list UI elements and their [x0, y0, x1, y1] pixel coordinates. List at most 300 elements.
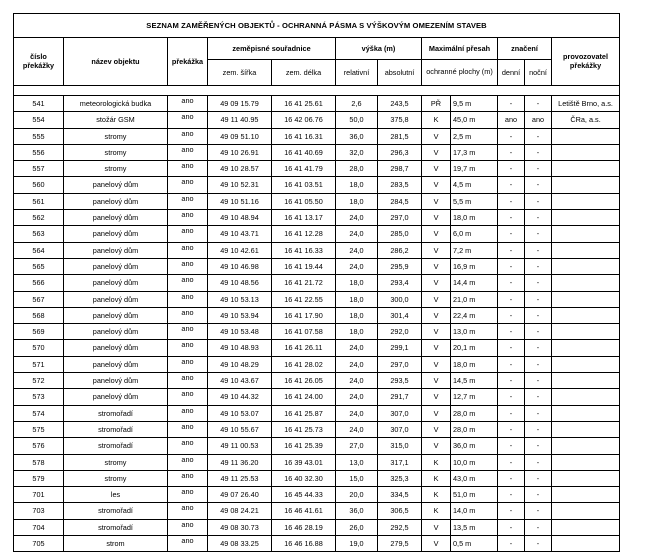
- header-cislo: číslo překážky: [14, 38, 64, 86]
- table-row: [14, 275, 620, 291]
- cell-obstacle: ano: [168, 242, 208, 258]
- cell-relative-height: 24,0: [336, 373, 378, 389]
- cell-night-marking: -: [525, 389, 552, 405]
- cell-name: stromořadí: [64, 519, 168, 535]
- cell-night-marking: -: [525, 324, 552, 340]
- cell-longitude: 16 41 26.11: [272, 340, 336, 356]
- cell-name: stromy: [64, 454, 168, 470]
- cell-absolute-height: 292,0: [378, 324, 422, 340]
- cell-latitude: 49 10 55.67: [208, 421, 272, 437]
- header-souradnice: zeměpisné souřadnice: [208, 38, 336, 60]
- cell-overhang: 10,0 m: [451, 454, 498, 470]
- cell-absolute-height: 306,5: [378, 503, 422, 519]
- cell-night-marking: -: [525, 177, 552, 193]
- cell-latitude: 49 08 33.25: [208, 536, 272, 552]
- cell-overhang: 12,7 m: [451, 389, 498, 405]
- cell-id: 557: [14, 161, 64, 177]
- cell-plane: V: [422, 258, 451, 274]
- cell-name: stromořadí: [64, 421, 168, 437]
- cell-day-marking: -: [498, 161, 525, 177]
- cell-night-marking: -: [525, 487, 552, 503]
- cell-id: 705: [14, 536, 64, 552]
- cell-night-marking: -: [525, 421, 552, 437]
- cell-day-marking: -: [498, 470, 525, 486]
- table-row: [14, 470, 620, 486]
- cell-id: 574: [14, 405, 64, 421]
- cell-relative-height: 24,0: [336, 226, 378, 242]
- cell-plane: V: [422, 144, 451, 160]
- cell-day-marking: -: [498, 242, 525, 258]
- table-row: [14, 340, 620, 356]
- cell-night-marking: -: [525, 128, 552, 144]
- cell-plane: V: [422, 519, 451, 535]
- cell-plane: V: [422, 307, 451, 323]
- cell-operator: [552, 373, 620, 389]
- cell-relative-height: 24,0: [336, 340, 378, 356]
- table-row: [14, 112, 620, 128]
- cell-name: stromořadí: [64, 438, 168, 454]
- cell-plane: V: [422, 193, 451, 209]
- cell-latitude: 49 10 52.31: [208, 177, 272, 193]
- cell-operator: [552, 226, 620, 242]
- cell-longitude: 16 41 16.31: [272, 128, 336, 144]
- cell-plane: K: [422, 112, 451, 128]
- cell-longitude: 16 41 25.61: [272, 96, 336, 112]
- cell-day-marking: -: [498, 454, 525, 470]
- cell-day-marking: -: [498, 177, 525, 193]
- cell-longitude: 16 41 24.00: [272, 389, 336, 405]
- cell-longitude: 16 41 25.73: [272, 421, 336, 437]
- cell-obstacle: ano: [168, 536, 208, 552]
- cell-plane: V: [422, 340, 451, 356]
- cell-relative-height: 24,0: [336, 258, 378, 274]
- cell-plane: V: [422, 242, 451, 258]
- cell-relative-height: 24,0: [336, 242, 378, 258]
- cell-obstacle: ano: [168, 258, 208, 274]
- table-row: [14, 226, 620, 242]
- cell-absolute-height: 300,0: [378, 291, 422, 307]
- cell-id: 554: [14, 112, 64, 128]
- cell-latitude: 49 10 53.13: [208, 291, 272, 307]
- obstacle-table-container: [13, 13, 619, 552]
- cell-night-marking: -: [525, 258, 552, 274]
- cell-name: panelový dům: [64, 324, 168, 340]
- header-znaceni: značení: [498, 38, 552, 60]
- cell-relative-height: 18,0: [336, 193, 378, 209]
- cell-absolute-height: 292,5: [378, 519, 422, 535]
- cell-plane: V: [422, 373, 451, 389]
- cell-absolute-height: 295,9: [378, 258, 422, 274]
- cell-obstacle: ano: [168, 144, 208, 160]
- cell-plane: PŘ: [422, 96, 451, 112]
- cell-overhang: 14,0 m: [451, 503, 498, 519]
- cell-latitude: 49 10 53.07: [208, 405, 272, 421]
- cell-day-marking: -: [498, 503, 525, 519]
- table-row: [14, 503, 620, 519]
- cell-overhang: 6,0 m: [451, 226, 498, 242]
- cell-operator: [552, 487, 620, 503]
- cell-relative-height: 32,0: [336, 144, 378, 160]
- cell-operator: [552, 470, 620, 486]
- cell-overhang: 14,4 m: [451, 275, 498, 291]
- cell-day-marking: -: [498, 356, 525, 372]
- cell-id: 541: [14, 96, 64, 112]
- cell-relative-height: 24,0: [336, 421, 378, 437]
- header-nocni: noční: [525, 60, 552, 86]
- table-row: [14, 438, 620, 454]
- cell-absolute-height: 307,0: [378, 421, 422, 437]
- cell-longitude: 16 41 05.50: [272, 193, 336, 209]
- cell-operator: [552, 275, 620, 291]
- cell-overhang: 17,3 m: [451, 144, 498, 160]
- cell-name: panelový dům: [64, 258, 168, 274]
- cell-latitude: 49 10 48.29: [208, 356, 272, 372]
- cell-absolute-height: 285,0: [378, 226, 422, 242]
- cell-overhang: 0,5 m: [451, 536, 498, 552]
- cell-longitude: 16 46 41.61: [272, 503, 336, 519]
- header-spacer: [14, 86, 620, 96]
- cell-id: 566: [14, 275, 64, 291]
- cell-name: meteorologická budka: [64, 96, 168, 112]
- cell-id: 579: [14, 470, 64, 486]
- table-row: [14, 536, 620, 552]
- cell-longitude: 16 41 22.55: [272, 291, 336, 307]
- cell-latitude: 49 09 51.10: [208, 128, 272, 144]
- cell-overhang: 5,5 m: [451, 193, 498, 209]
- table-row: [14, 519, 620, 535]
- cell-absolute-height: 325,3: [378, 470, 422, 486]
- cell-longitude: 16 41 28.02: [272, 356, 336, 372]
- cell-latitude: 49 11 36.20: [208, 454, 272, 470]
- cell-latitude: 49 10 48.56: [208, 275, 272, 291]
- cell-night-marking: -: [525, 291, 552, 307]
- header-presah: Maximální přesah: [422, 38, 498, 60]
- cell-latitude: 49 09 15.79: [208, 96, 272, 112]
- table-row: [14, 128, 620, 144]
- cell-obstacle: ano: [168, 373, 208, 389]
- cell-obstacle: ano: [168, 503, 208, 519]
- cell-obstacle: ano: [168, 226, 208, 242]
- cell-name: panelový dům: [64, 356, 168, 372]
- cell-obstacle: ano: [168, 275, 208, 291]
- cell-obstacle: ano: [168, 324, 208, 340]
- cell-day-marking: -: [498, 389, 525, 405]
- cell-relative-height: 18,0: [336, 324, 378, 340]
- cell-plane: V: [422, 421, 451, 437]
- cell-overhang: 16,9 m: [451, 258, 498, 274]
- cell-longitude: 16 41 21.72: [272, 275, 336, 291]
- cell-plane: V: [422, 536, 451, 552]
- cell-night-marking: -: [525, 242, 552, 258]
- cell-absolute-height: 281,5: [378, 128, 422, 144]
- cell-operator: [552, 324, 620, 340]
- cell-absolute-height: 286,2: [378, 242, 422, 258]
- cell-plane: V: [422, 438, 451, 454]
- table-row: [14, 405, 620, 421]
- cell-id: 556: [14, 144, 64, 160]
- cell-latitude: 49 11 00.53: [208, 438, 272, 454]
- cell-day-marking: -: [498, 373, 525, 389]
- cell-day-marking: -: [498, 340, 525, 356]
- cell-overhang: 43,0 m: [451, 470, 498, 486]
- cell-latitude: 49 10 44.32: [208, 389, 272, 405]
- table-row: [14, 373, 620, 389]
- cell-name: panelový dům: [64, 226, 168, 242]
- cell-name: panelový dům: [64, 389, 168, 405]
- header-denni: denní: [498, 60, 525, 86]
- cell-day-marking: -: [498, 96, 525, 112]
- table-row: [14, 421, 620, 437]
- header-absolutni: absolutní: [378, 60, 422, 86]
- cell-longitude: 16 41 41.79: [272, 161, 336, 177]
- header-sirka: zem. šířka: [208, 60, 272, 86]
- table-row: [14, 258, 620, 274]
- cell-name: panelový dům: [64, 340, 168, 356]
- cell-night-marking: -: [525, 356, 552, 372]
- cell-operator: [552, 405, 620, 421]
- cell-relative-height: 18,0: [336, 307, 378, 323]
- cell-night-marking: ano: [525, 112, 552, 128]
- cell-relative-height: 36,0: [336, 503, 378, 519]
- cell-relative-height: 20,0: [336, 487, 378, 503]
- table-row: [14, 161, 620, 177]
- cell-name: stromy: [64, 470, 168, 486]
- cell-night-marking: -: [525, 96, 552, 112]
- cell-day-marking: -: [498, 405, 525, 421]
- cell-plane: V: [422, 210, 451, 226]
- table-row: [14, 356, 620, 372]
- cell-relative-height: 27,0: [336, 438, 378, 454]
- cell-operator: [552, 389, 620, 405]
- cell-operator: [552, 454, 620, 470]
- cell-absolute-height: 301,4: [378, 307, 422, 323]
- header-provozovatel: provozovatel překážky: [552, 38, 620, 86]
- cell-day-marking: -: [498, 519, 525, 535]
- table-row: [14, 324, 620, 340]
- cell-operator: ČRa, a.s.: [552, 112, 620, 128]
- cell-longitude: 16 45 44.33: [272, 487, 336, 503]
- cell-id: 564: [14, 242, 64, 258]
- cell-absolute-height: 243,5: [378, 96, 422, 112]
- cell-obstacle: ano: [168, 161, 208, 177]
- cell-longitude: 16 41 03.51: [272, 177, 336, 193]
- cell-operator: [552, 503, 620, 519]
- cell-latitude: 49 10 51.16: [208, 193, 272, 209]
- cell-relative-height: 28,0: [336, 161, 378, 177]
- cell-day-marking: -: [498, 275, 525, 291]
- cell-name: panelový dům: [64, 210, 168, 226]
- cell-name: stromořadí: [64, 405, 168, 421]
- cell-plane: V: [422, 356, 451, 372]
- cell-operator: [552, 177, 620, 193]
- cell-obstacle: ano: [168, 291, 208, 307]
- table-row: [14, 291, 620, 307]
- cell-night-marking: -: [525, 144, 552, 160]
- cell-latitude: 49 10 46.98: [208, 258, 272, 274]
- table-row: [14, 242, 620, 258]
- cell-longitude: 16 41 13.17: [272, 210, 336, 226]
- cell-latitude: 49 11 25.53: [208, 470, 272, 486]
- cell-absolute-height: 293,4: [378, 275, 422, 291]
- obstacle-table: [13, 13, 620, 552]
- cell-absolute-height: 296,3: [378, 144, 422, 160]
- cell-longitude: 16 41 07.58: [272, 324, 336, 340]
- cell-day-marking: -: [498, 536, 525, 552]
- cell-longitude: 16 46 16.88: [272, 536, 336, 552]
- cell-id: 570: [14, 340, 64, 356]
- cell-absolute-height: 279,5: [378, 536, 422, 552]
- cell-obstacle: ano: [168, 128, 208, 144]
- cell-relative-height: 2,6: [336, 96, 378, 112]
- cell-obstacle: ano: [168, 177, 208, 193]
- cell-night-marking: -: [525, 226, 552, 242]
- cell-night-marking: -: [525, 161, 552, 177]
- cell-longitude: 16 41 19.44: [272, 258, 336, 274]
- cell-night-marking: -: [525, 454, 552, 470]
- cell-name: panelový dům: [64, 242, 168, 258]
- cell-name: panelový dům: [64, 307, 168, 323]
- cell-relative-height: 15,0: [336, 470, 378, 486]
- cell-latitude: 49 08 30.73: [208, 519, 272, 535]
- cell-longitude: 16 41 16.33: [272, 242, 336, 258]
- cell-longitude: 16 42 06.76: [272, 112, 336, 128]
- header-relativni: relativní: [336, 60, 378, 86]
- cell-operator: [552, 242, 620, 258]
- cell-day-marking: -: [498, 291, 525, 307]
- cell-name: panelový dům: [64, 193, 168, 209]
- cell-operator: [552, 438, 620, 454]
- header-presah-sub: ochranné plochy (m): [422, 60, 498, 86]
- cell-absolute-height: 291,7: [378, 389, 422, 405]
- cell-night-marking: -: [525, 307, 552, 323]
- cell-id: 701: [14, 487, 64, 503]
- cell-day-marking: -: [498, 128, 525, 144]
- table-row: [14, 454, 620, 470]
- cell-latitude: 49 10 53.48: [208, 324, 272, 340]
- cell-id: 567: [14, 291, 64, 307]
- header-delka: zem. délka: [272, 60, 336, 86]
- cell-plane: V: [422, 161, 451, 177]
- cell-id: 555: [14, 128, 64, 144]
- cell-operator: [552, 161, 620, 177]
- cell-plane: K: [422, 503, 451, 519]
- cell-latitude: 49 10 48.94: [208, 210, 272, 226]
- cell-plane: V: [422, 128, 451, 144]
- header-prekazka: překážka: [168, 38, 208, 86]
- cell-relative-height: 24,0: [336, 356, 378, 372]
- cell-name: panelový dům: [64, 291, 168, 307]
- cell-latitude: 49 10 43.67: [208, 373, 272, 389]
- cell-operator: [552, 356, 620, 372]
- cell-overhang: 7,2 m: [451, 242, 498, 258]
- table-row: [14, 210, 620, 226]
- cell-operator: [552, 519, 620, 535]
- cell-obstacle: ano: [168, 487, 208, 503]
- cell-plane: V: [422, 177, 451, 193]
- table-row: [14, 96, 620, 112]
- cell-day-marking: -: [498, 258, 525, 274]
- cell-relative-height: 24,0: [336, 210, 378, 226]
- cell-name: panelový dům: [64, 177, 168, 193]
- cell-relative-height: 36,0: [336, 128, 378, 144]
- cell-overhang: 51,0 m: [451, 487, 498, 503]
- cell-name: panelový dům: [64, 275, 168, 291]
- cell-night-marking: -: [525, 373, 552, 389]
- table-row: [14, 389, 620, 405]
- cell-name: panelový dům: [64, 373, 168, 389]
- cell-absolute-height: 375,8: [378, 112, 422, 128]
- cell-night-marking: -: [525, 210, 552, 226]
- table-row: [14, 177, 620, 193]
- cell-overhang: 4,5 m: [451, 177, 498, 193]
- cell-plane: V: [422, 291, 451, 307]
- cell-night-marking: -: [525, 405, 552, 421]
- cell-operator: [552, 340, 620, 356]
- table-title: SEZNAM ZAMĚŘENÝCH OBJEKTŮ - OCHRANNÁ PÁSMA S VÝŠKOVÝM OMEZENÍM STAVEB: [14, 14, 620, 38]
- cell-overhang: 36,0 m: [451, 438, 498, 454]
- cell-operator: [552, 536, 620, 552]
- cell-operator: [552, 128, 620, 144]
- cell-absolute-height: 298,7: [378, 161, 422, 177]
- cell-relative-height: 26,0: [336, 519, 378, 535]
- cell-id: 560: [14, 177, 64, 193]
- cell-obstacle: ano: [168, 210, 208, 226]
- cell-absolute-height: 315,0: [378, 438, 422, 454]
- cell-id: 571: [14, 356, 64, 372]
- cell-overhang: 13,5 m: [451, 519, 498, 535]
- cell-longitude: 16 41 25.39: [272, 438, 336, 454]
- cell-day-marking: -: [498, 307, 525, 323]
- cell-plane: V: [422, 275, 451, 291]
- cell-obstacle: ano: [168, 193, 208, 209]
- cell-latitude: 49 11 40.95: [208, 112, 272, 128]
- cell-overhang: 21,0 m: [451, 291, 498, 307]
- cell-operator: [552, 258, 620, 274]
- cell-operator: [552, 421, 620, 437]
- cell-overhang: 14,5 m: [451, 373, 498, 389]
- cell-night-marking: -: [525, 438, 552, 454]
- cell-latitude: 49 10 26.91: [208, 144, 272, 160]
- cell-operator: Letiště Brno, a.s.: [552, 96, 620, 112]
- cell-night-marking: -: [525, 275, 552, 291]
- cell-longitude: 16 41 12.28: [272, 226, 336, 242]
- cell-longitude: 16 41 26.05: [272, 373, 336, 389]
- cell-name: stromořadí: [64, 503, 168, 519]
- cell-id: 561: [14, 193, 64, 209]
- table-row: [14, 193, 620, 209]
- cell-night-marking: -: [525, 193, 552, 209]
- cell-latitude: 49 10 53.94: [208, 307, 272, 323]
- cell-obstacle: ano: [168, 454, 208, 470]
- cell-name: stožár GSM: [64, 112, 168, 128]
- cell-plane: V: [422, 405, 451, 421]
- cell-name: stromy: [64, 144, 168, 160]
- cell-latitude: 49 08 24.21: [208, 503, 272, 519]
- cell-overhang: 28,0 m: [451, 405, 498, 421]
- cell-longitude: 16 41 25.87: [272, 405, 336, 421]
- cell-day-marking: -: [498, 193, 525, 209]
- cell-latitude: 49 07 26.40: [208, 487, 272, 503]
- cell-overhang: 18,0 m: [451, 210, 498, 226]
- header-vyska: výška (m): [336, 38, 422, 60]
- cell-id: 576: [14, 438, 64, 454]
- cell-latitude: 49 10 48.93: [208, 340, 272, 356]
- cell-id: 569: [14, 324, 64, 340]
- cell-obstacle: ano: [168, 340, 208, 356]
- cell-relative-height: 13,0: [336, 454, 378, 470]
- cell-plane: V: [422, 389, 451, 405]
- cell-overhang: 20,1 m: [451, 340, 498, 356]
